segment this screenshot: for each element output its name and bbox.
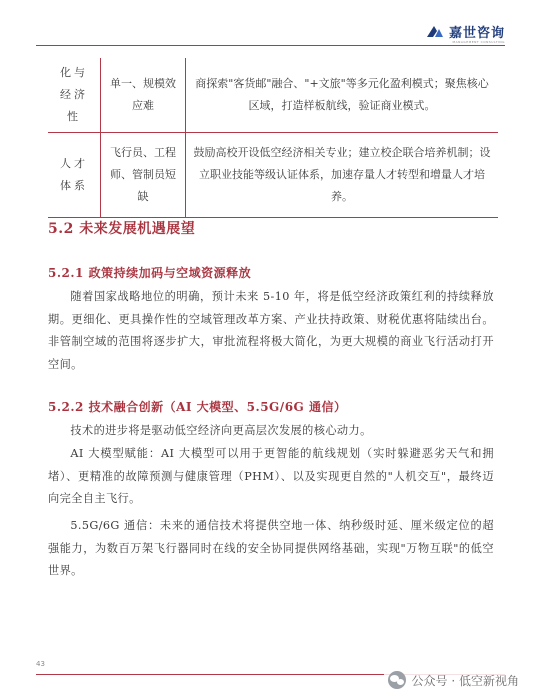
wechat-icon (388, 671, 406, 689)
brand-mark-icon (425, 23, 445, 41)
paragraph: 技术的进步将是驱动低空经济向更高层次发展的核心动力。 (70, 424, 372, 437)
challenges-table (48, 58, 498, 218)
watermark (384, 669, 523, 691)
brand-subtitle: MANAGEMENT CONSULTING (452, 40, 505, 44)
header-divider (36, 45, 505, 46)
section-heading: 5.2 未来发展机遇展望 (48, 221, 196, 237)
watermark-text: 公众号 · 低空新视角 (411, 673, 519, 688)
table-cell-solution: 鼓励高校开设低空经济相关专业；建立校企联合培养机制；设立职业技能等级认证体系，加速存量人才转型和增量人才培养。 (186, 133, 499, 218)
table-cell-issue: 飞行员、工程师、管制员短缺 (101, 133, 186, 218)
page-header (0, 0, 541, 48)
page-number: 43 (36, 660, 45, 668)
table-row (48, 133, 498, 218)
table-cell-issue: 单一、规模效应难 (101, 58, 186, 133)
subsection-heading: 5.2.1 政策持续加码与空域资源释放 (48, 266, 252, 280)
table-cell-category: 化与经济性 (48, 58, 101, 133)
paragraph: 5.5G/6G 通信：未来的通信技术将提供空地一体、纳秒级时延、厘米级定位的超强能力，为数百万架飞行器同时在线的安全协同提供网络基础，实现"万物互联"的低空世界。 (48, 519, 494, 577)
brand-name: 嘉世咨询 (448, 26, 505, 41)
table-cell-category: 人才体系 (48, 133, 101, 218)
paragraph: AI 大模型赋能：AI 大模型可以用于更智能的航线规划（实时躲避恶劣天气和拥堵）、更精准的故障预测与健康管理（PHM）、以及实现更自然的"人机交互"，最终迈向完全自主飞行。 (48, 447, 494, 505)
brand-logo (425, 22, 505, 41)
table-row (48, 58, 498, 133)
paragraph: 随着国家战略地位的明确，预计未来 5-10 年，将是低空经济政策红利的持续释放期。更细化、更具操作性的空域管理改革方案、产业扶持政策、财税优惠将陆续出台。非管制空域的范围将逐步扩大，审批流程将极大简化，为更大规模的商业飞行活动打开空间。 (48, 290, 494, 371)
table-cell-solution: 商探索"客货邮"融合、"+文旅"等多元化盈利模式；聚焦核心区域，打造样板航线，验证商业模式。 (186, 58, 499, 133)
subsection-heading: 5.2.2 技术融合创新（AI 大模型、5.5G/6G 通信） (48, 400, 347, 414)
